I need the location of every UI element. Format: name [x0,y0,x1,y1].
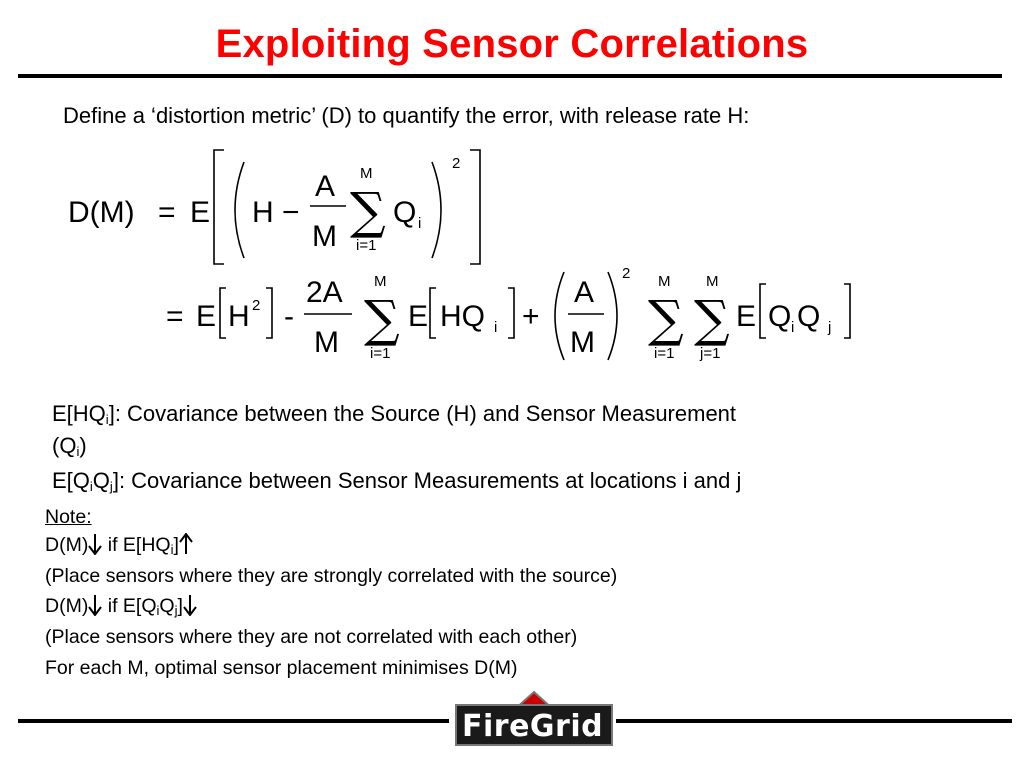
sum-lower-3: i=1 [654,345,675,362]
left-paren [235,162,244,258]
bracket-qq-open [760,284,766,338]
hq-description: : Covariance between the Source (H) and Sensor Measurement [114,401,737,426]
equals-sign-2: = [166,300,184,333]
note3-sub-i: i [156,603,160,618]
plus-sign: + [522,300,540,333]
expectation-e-2: E [196,300,217,333]
sum-upper: M [360,165,373,182]
frac-num-2a: 2A [306,276,343,309]
right-paren [432,162,441,258]
equation-line-2 [166,265,850,362]
right-paren-2 [608,272,617,360]
qj-symbol: Q [797,300,821,333]
qq-sub-j: j [109,479,113,494]
sum-upper-3: M [658,273,671,290]
footer-divider-right [616,719,1012,723]
right-square-bracket [470,150,480,264]
sum-upper-4: M [706,273,719,290]
equation-line-1 [68,150,480,264]
note-line-2: (Place sensors where they are strongly correlated with the source) [45,565,618,587]
frac-den-m: M [312,220,337,253]
expectation-e-4: E [736,300,757,333]
note1-dm: D(M) [45,534,89,556]
covariance-hq-line [52,400,736,428]
frac-num-a: A [315,170,336,203]
arrow-down-icon [183,594,197,616]
note3-if: if E[Q [102,595,157,617]
sum-lower: i=1 [356,237,377,254]
bracket-qq-close [844,284,850,338]
left-paren-2 [555,272,564,360]
bracket-hq-open [430,288,436,338]
note3-mid: Q [159,595,175,617]
sigma-icon: ∑ [364,290,400,348]
frac-num-a-2: A [574,276,595,309]
qq-description: : Covariance between Sensor Measurements at locations i and j [118,468,742,493]
hq-term-sub: i [105,412,109,427]
sigma-icon: ∑ [350,182,386,240]
lhs-dm: D(M) [68,196,135,229]
frac-den-m-3: M [570,326,595,359]
qq-term-close: ] [112,468,119,493]
hq-desc2-open: (Q [52,433,77,458]
bracket-h-close [266,288,272,338]
hq-desc2-close: ) [79,433,87,458]
h-symbol: H [252,196,274,229]
firegrid-logo [452,690,616,756]
hq-term: E[HQ [52,401,106,426]
note-line-3 [45,594,197,618]
arrow-up-icon [179,533,193,555]
distortion-equation [60,140,880,380]
title-divider [18,74,1002,78]
square-exponent-2: 2 [622,265,631,282]
arrow-down-icon [88,533,102,555]
square-exponent: 2 [452,155,461,172]
qq-mid: Q [92,468,110,493]
expectation-e-3: E [408,300,429,333]
expectation-e: E [190,196,211,229]
qq-term: E[Q [52,468,90,493]
sigma-icon: ∑ [694,290,730,348]
h-squared: 2 [252,297,261,314]
hq-symbol: HQ [440,300,485,333]
bracket-hq-close [508,288,514,338]
note1-sub: i [170,542,174,557]
logo-text: FireGrid [462,709,604,744]
note-line-1 [45,533,193,557]
sum-lower-2: i=1 [370,345,391,362]
qi-symbol: Q [768,300,792,333]
qj-subscript: j [828,319,832,336]
frac-den-m-2: M [314,326,339,359]
qq-sub-i: i [89,479,93,494]
covariance-hq-line-2 [52,432,87,460]
arrow-down-icon [88,594,102,616]
q-symbol: Q [393,196,417,229]
qi-subscript: i [791,319,795,336]
note-heading: Note: [45,506,92,528]
sum-lower-4: j=1 [700,345,721,362]
hq-subscript: i [494,319,498,336]
q-subscript: i [418,215,422,232]
note-line-5: For each M, optimal sensor placement minimises D(M) [45,657,518,679]
intro-text: Define a ‘distortion metric’ (D) to quantify the error, with release rate H: [63,103,750,128]
minus-sign: − [282,196,300,229]
covariance-qq-line [52,467,741,495]
sigma-icon: ∑ [648,290,684,348]
hq-term-close: ] [108,401,115,426]
left-square-bracket [214,150,224,264]
h-symbol-2: H [228,300,250,333]
note3-dm: D(M) [45,595,89,617]
equals-sign: = [158,196,176,229]
note3-sub-j: j [174,603,178,618]
hq-desc2-sub: i [76,444,80,459]
note1-if: if E[HQ [102,534,171,556]
bracket-h-open [220,288,226,338]
slide-title: Exploiting Sensor Correlations [215,22,809,66]
footer-divider-left [18,719,449,723]
note-line-4: (Place sensors where they are not correlated with each other) [45,626,578,648]
note1-close: ] [173,534,179,556]
note3-close: ] [177,595,183,617]
minus-sign-2: - [284,300,294,333]
sum-upper-2: M [374,273,387,290]
